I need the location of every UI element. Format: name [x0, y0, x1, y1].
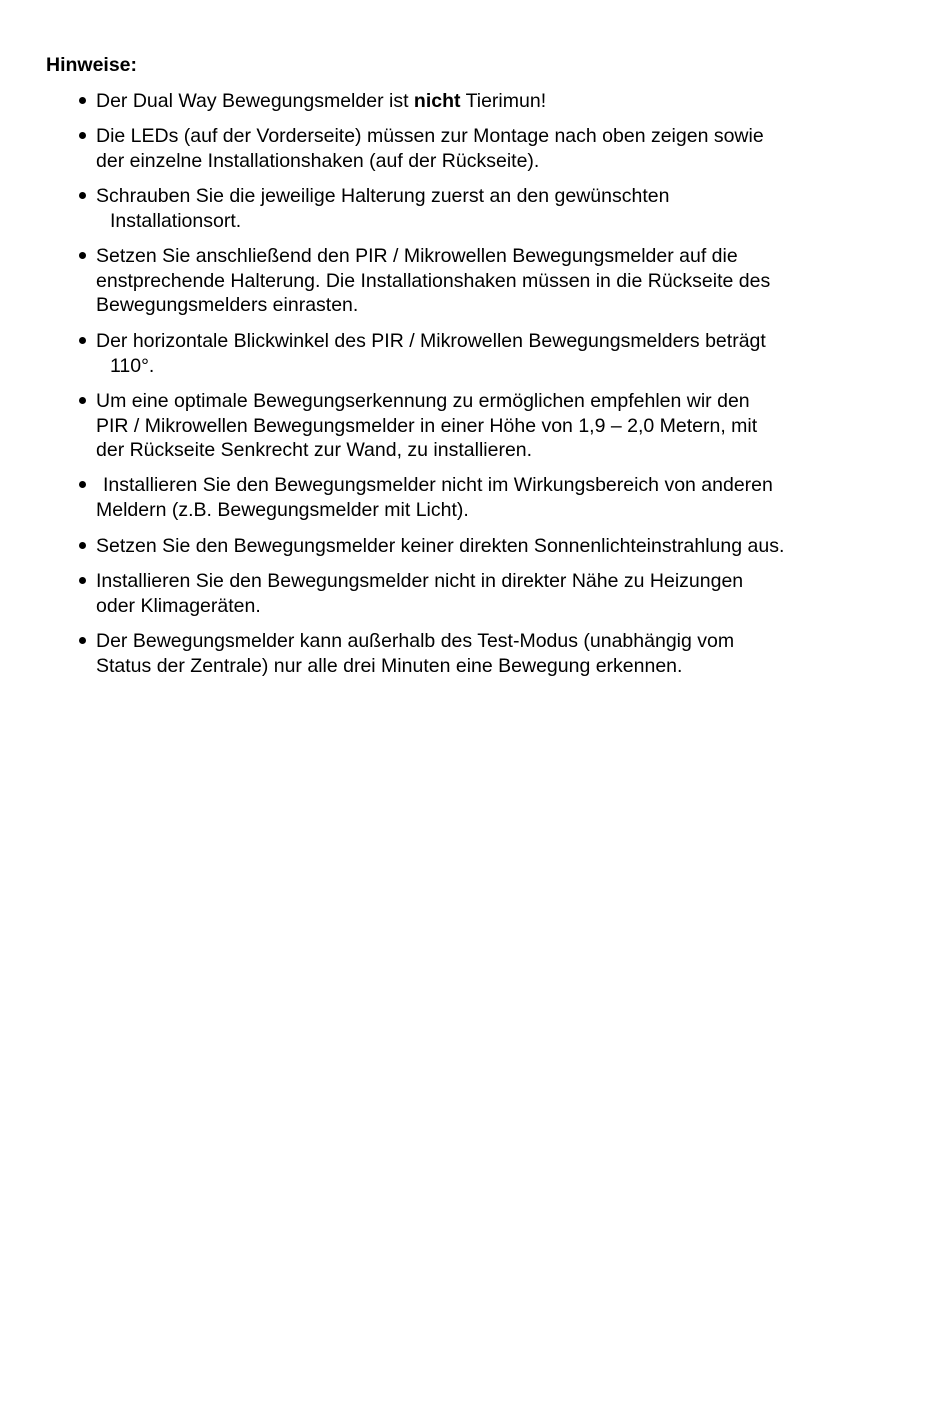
note-line: Installieren Sie den Bewegungsmelder nicht in direkter Nähe zu Heizungen [96, 570, 744, 592]
note-text [96, 473, 896, 522]
bullet-icon [79, 397, 86, 404]
note-line: enstprechende Halterung. Die Installationshaken müssen in die Rückseite des [96, 269, 771, 292]
note-line: 110°. [110, 354, 155, 377]
note-line: Installationsort. [110, 209, 242, 232]
bullet-icon [79, 97, 86, 104]
note-line: Setzen Sie den Bewegungsmelder keiner direkten Sonnenlichteinstrahlung aus. [96, 535, 785, 557]
note-line [96, 89, 896, 114]
note-line: Status der Zentrale) nur alle drei Minuten eine Bewegung erkennen. [96, 654, 683, 677]
notes-heading: Hinweise: [46, 54, 138, 76]
note-text [96, 534, 896, 559]
bullet-icon [79, 192, 86, 199]
note-text-segment: Der Dual Way Bewegungsmelder ist [96, 90, 414, 112]
note-text [96, 569, 896, 618]
note-text [96, 244, 896, 318]
note-line: Schrauben Sie die jeweilige Halterung zuerst an den gewünschten [96, 185, 670, 207]
note-text [96, 329, 896, 378]
note-line: oder Klimageräten. [96, 594, 261, 617]
bullet-icon [79, 337, 86, 344]
note-line: Der horizontale Blickwinkel des PIR / Mikrowellen Bewegungsmelders beträgt [96, 330, 766, 352]
note-text [96, 629, 896, 678]
note-line: PIR / Mikrowellen Bewegungsmelder in einer Höhe von 1,9 – 2,0 Metern, mit [96, 414, 758, 437]
note-text [96, 89, 896, 114]
note-line: Installieren Sie den Bewegungsmelder nicht im Wirkungsbereich von anderen [103, 474, 773, 496]
note-text [96, 389, 896, 463]
note-line: Bewegungsmelders einrasten. [96, 294, 359, 316]
note-line: der Rückseite Senkrecht zur Wand, zu installieren. [96, 439, 533, 461]
note-line: Der Bewegungsmelder kann außerhalb des Test-Modus (unabhängig vom [96, 630, 735, 652]
bullet-icon [79, 252, 86, 259]
note-line: Setzen Sie anschließend den PIR / Mikrowellen Bewegungsmelder auf die [96, 245, 738, 267]
bullet-icon [79, 542, 86, 549]
note-line: der einzelne Installationshaken (auf der Rückseite). [96, 149, 540, 172]
note-text [96, 124, 896, 173]
note-line: Die LEDs (auf der Vorderseite) müssen zur Montage nach oben zeigen sowie [96, 125, 764, 147]
bullet-icon [79, 132, 86, 139]
bullet-icon [79, 637, 86, 644]
note-line: Um eine optimale Bewegungserkennung zu ermöglichen empfehlen wir den [96, 390, 750, 412]
note-text [96, 184, 896, 233]
emphasis-text: nicht [413, 90, 461, 112]
note-line: Meldern (z.B. Bewegungsmelder mit Licht). [96, 498, 469, 521]
bullet-icon [79, 577, 86, 584]
note-text-segment: Tierimun! [460, 90, 547, 112]
bullet-icon [79, 481, 86, 488]
